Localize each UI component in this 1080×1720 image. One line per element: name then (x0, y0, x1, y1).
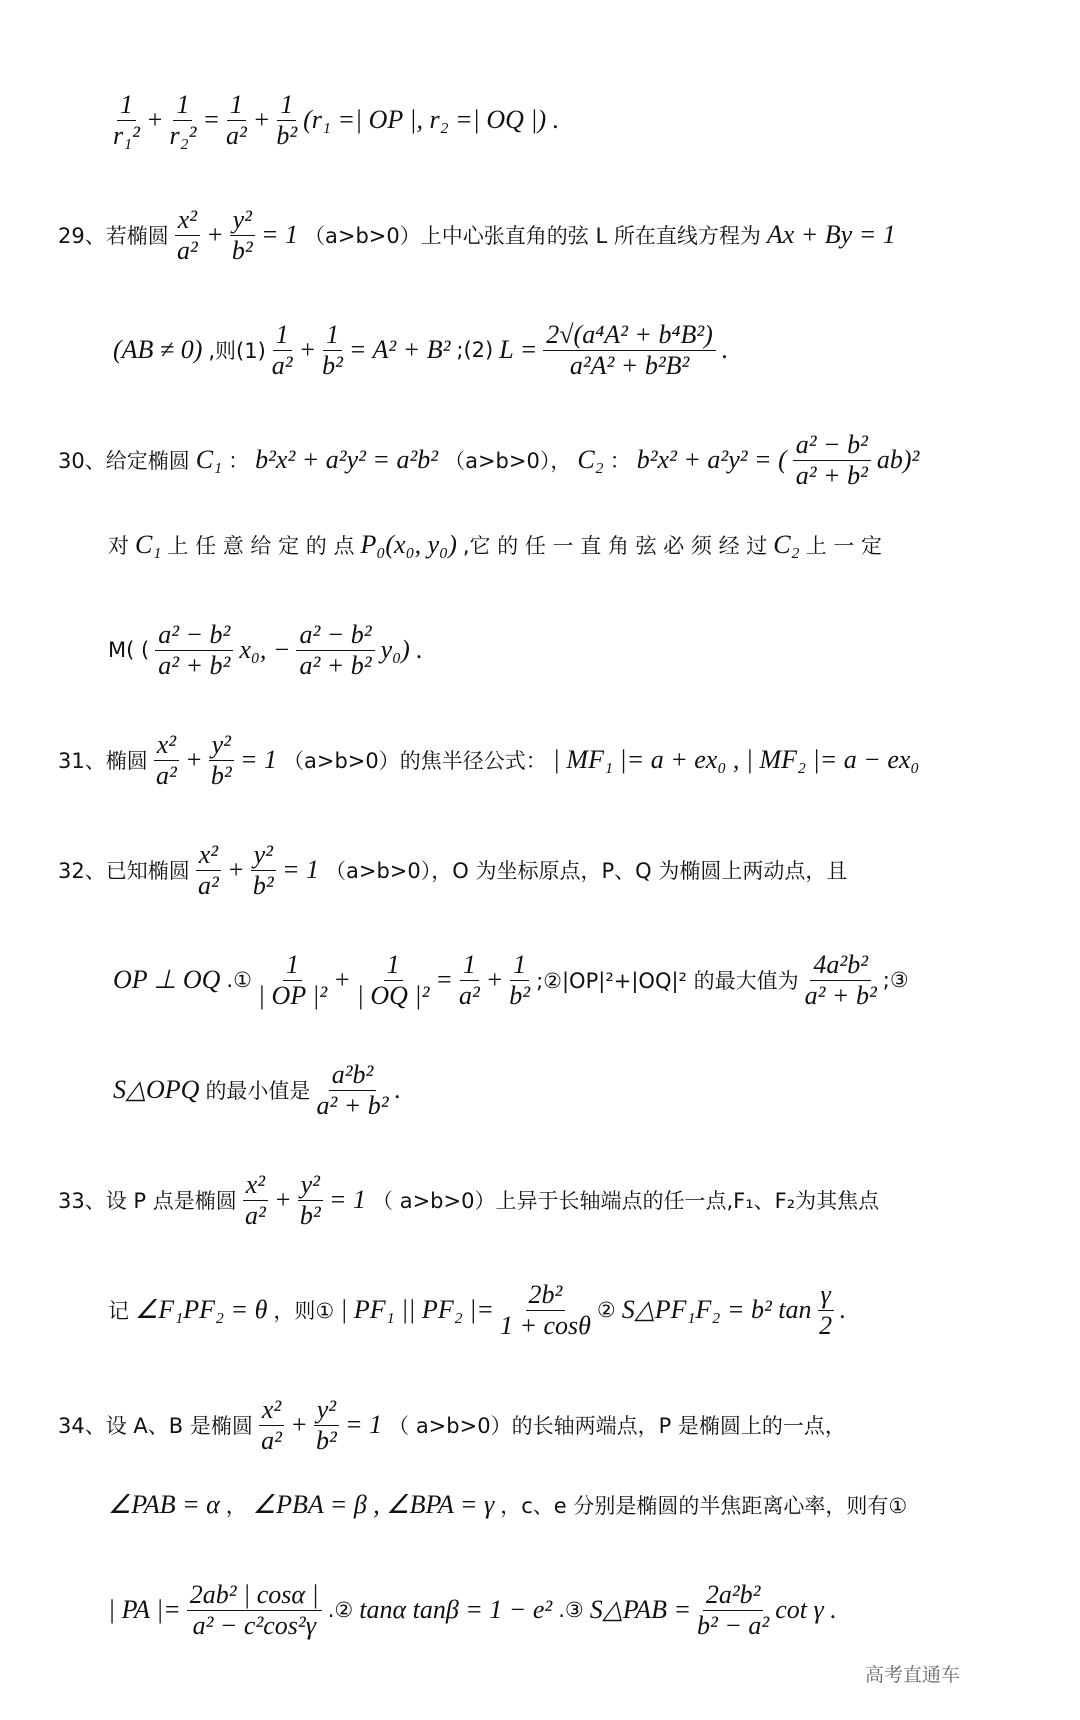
formula-line (105, 530, 885, 560)
fraction (357, 950, 430, 1011)
formula-line (110, 950, 912, 1011)
math-expression: + (206, 220, 224, 250)
math-expression: L = (499, 335, 538, 365)
fraction (175, 205, 200, 266)
math-expression: + (185, 745, 203, 775)
text-segment: 29、若椭圆 (58, 224, 169, 249)
math-expression: + (145, 105, 164, 135)
denominator: a² (271, 350, 293, 380)
fraction (500, 1280, 591, 1341)
denominator: 2 (819, 1310, 833, 1340)
fraction (113, 90, 140, 151)
denominator: b² (276, 120, 298, 150)
numerator: y² (298, 1170, 323, 1201)
fraction (170, 90, 197, 151)
numerator: 1 (277, 90, 296, 121)
numerator: γ (818, 1280, 834, 1311)
fraction (316, 1060, 388, 1121)
fraction (459, 950, 480, 1011)
math-expression: S△PAB = (589, 1595, 692, 1625)
numerator: 1 (117, 90, 136, 121)
fraction (296, 620, 374, 681)
fraction (697, 1580, 769, 1641)
denominator: r₂² (169, 120, 197, 150)
denominator: a² + b² (316, 1090, 389, 1120)
formula-line (105, 1490, 910, 1520)
math-expression: + (290, 1410, 308, 1440)
math-expression: C₂ (577, 445, 604, 475)
text-segment: ： (228, 449, 250, 474)
text-segment: ，c、e 分别是椭圆的半焦距离心率，则有① (500, 1494, 908, 1518)
denominator: a² + b² (804, 980, 877, 1010)
denominator: a² (198, 870, 219, 900)
numerator: 1 (227, 90, 246, 121)
numerator: 1 (273, 320, 292, 351)
text-segment: 34、设 A、B 是椭圆 (58, 1414, 253, 1439)
math-expression: ∠PBA = β , ∠BPA = γ (252, 1490, 495, 1519)
denominator: b² (299, 1200, 321, 1230)
math-expression: + (485, 965, 504, 995)
math-expression: = 1 (281, 855, 320, 885)
numerator: 1 (510, 950, 529, 981)
text-segment: ， (225, 1494, 247, 1518)
fraction (543, 320, 716, 381)
numerator: y² (314, 1395, 339, 1426)
formula-line (55, 1395, 849, 1456)
text-segment: ： (609, 449, 631, 474)
math-expression: . (839, 1295, 847, 1325)
text-segment: 上 任 意 给 定 的 点 (167, 534, 355, 558)
math-expression: Ax + By = 1 (766, 220, 896, 250)
text-segment: 31、椭圆 (58, 749, 148, 774)
denominator: a² (245, 1200, 266, 1230)
watermark-footer: 高考直通车 (864, 1664, 960, 1686)
math-expression: cot γ . (775, 1595, 837, 1625)
text-segment: ,它 的 任 一 直 角 弦 必 须 经 过 (462, 534, 768, 558)
formula-line (110, 1060, 404, 1121)
denominator: a² (458, 980, 480, 1010)
denominator: b² (210, 760, 232, 790)
fraction (209, 730, 234, 791)
math-expression: + (274, 1185, 292, 1215)
denominator: a²A² + b²B² (569, 350, 690, 380)
math-expression: = 1 (260, 220, 299, 250)
text-segment: 对 (108, 534, 129, 558)
fraction (509, 950, 530, 1011)
numerator: 1 (323, 320, 342, 351)
denominator: b² − a² (697, 1610, 770, 1640)
denominator: b² (231, 235, 253, 265)
math-expression: P₀(x₀, y₀) (360, 530, 457, 559)
numerator: 2ab² | cosα | (187, 1580, 322, 1611)
numerator: x² (154, 730, 179, 761)
text-segment: ;③ (882, 968, 909, 993)
numerator: a² − b² (793, 430, 871, 461)
fraction (251, 840, 276, 901)
math-expression: b²x² + a²y² = a²b² (255, 445, 439, 475)
numerator: 1 (460, 950, 479, 981)
formula-line (55, 205, 899, 266)
numerator: a² − b² (296, 620, 374, 651)
text-segment: 32、已知椭圆 (58, 859, 190, 884)
numerator: y² (251, 840, 276, 871)
denominator: b² (322, 350, 343, 380)
fraction (154, 730, 179, 791)
numerator: 2b² (526, 1280, 566, 1311)
math-expression: + (252, 105, 271, 135)
text-segment: （a>b>0）上中心张直角的弦 L 所在直线方程为 (304, 224, 761, 249)
fraction (276, 90, 297, 151)
numerator: x² (243, 1170, 268, 1201)
numerator: y² (230, 205, 255, 236)
math-expression: S△PF₁F₂ = b² tan (621, 1295, 812, 1325)
math-expression: ∠PAB = α (108, 1490, 220, 1519)
denominator: r₁² (113, 120, 140, 150)
denominator: | OQ |² (356, 980, 430, 1010)
text-segment: （ a>b>0）上异于长轴端点的任一点,F₁、F₂为其焦点 (372, 1189, 880, 1214)
math-expression: (AB ≠ 0) (113, 335, 203, 365)
fraction (272, 320, 293, 381)
formula-line (105, 1280, 849, 1341)
denominator: a² (226, 120, 247, 150)
fraction (805, 950, 877, 1011)
math-expression: + (333, 965, 351, 995)
math-expression: C₂ (773, 530, 800, 559)
math-expression: = (202, 105, 220, 135)
math-expression: = 1 (239, 745, 278, 775)
text-segment: （ a>b>0）的长轴两端点，P 是椭圆上的一点， (388, 1414, 846, 1439)
text-segment: .① (226, 968, 252, 993)
text-segment: .③ (558, 1598, 584, 1623)
text-segment: 30、给定椭圆 (58, 449, 190, 474)
text-segment: 记 (108, 1299, 129, 1324)
math-expression: | PA |= (108, 1595, 181, 1625)
math-expression: . (394, 1075, 402, 1105)
formula-line (110, 320, 731, 381)
denominator: a² (261, 1425, 282, 1455)
fraction (226, 90, 247, 151)
denominator: a² (156, 760, 177, 790)
formula-line (110, 90, 562, 151)
math-expression: (r₁ =| OP |, r₂ =| OQ |) . (303, 105, 560, 135)
formula-line (105, 620, 426, 681)
math-expression: ab)² (876, 445, 920, 475)
text-segment: （a>b>0）的焦半径公式： (283, 749, 547, 774)
math-expression: b²x² + a²y² = ( (636, 445, 787, 475)
math-expression: = A² + B² (348, 335, 451, 365)
denominator: a² + b² (299, 650, 372, 680)
math-expression: tanα tanβ = 1 − e² (359, 1595, 553, 1625)
text-segment: 33、设 P 点是椭圆 (58, 1189, 237, 1214)
fraction (243, 1170, 268, 1231)
fraction (259, 1395, 284, 1456)
denominator: b² (252, 870, 274, 900)
numerator: x² (259, 1395, 284, 1426)
numerator: x² (175, 205, 200, 236)
text-segment: （a>b>0）， (444, 449, 572, 474)
formula-line (55, 1170, 882, 1231)
math-expression: + (227, 855, 245, 885)
denominator: a² + b² (158, 650, 231, 680)
math-expression: x₀, − (239, 635, 291, 665)
text-segment: 的最小值是 (205, 1079, 311, 1104)
text-segment: ,则(1) (208, 339, 266, 364)
text-segment: .② (327, 1598, 354, 1623)
fraction (187, 1580, 322, 1641)
math-expression: ∠F₁PF₂ = θ (135, 1295, 268, 1325)
numerator: y² (209, 730, 234, 761)
math-expression: C₁ (195, 445, 223, 475)
text-segment: 上 一 定 (805, 534, 883, 558)
numerator: 4a²b² (810, 950, 871, 981)
text-segment: M( ( (108, 638, 150, 663)
math-expression: = 1 (345, 1410, 383, 1440)
fraction (322, 320, 343, 381)
math-expression: | PF₁ || PF₂ |= (340, 1295, 494, 1325)
numerator: a² − b² (155, 620, 233, 651)
formula-line (55, 840, 850, 901)
math-expression: = (435, 965, 453, 995)
denominator: 1 + cosθ (499, 1310, 591, 1340)
math-expression: + (298, 335, 317, 365)
fraction (196, 840, 221, 901)
math-expression: . (721, 335, 729, 365)
formula-line (55, 430, 922, 491)
numerator: x² (196, 840, 221, 871)
text-segment: ，则① (273, 1299, 335, 1324)
denominator: b² (316, 1425, 337, 1455)
fraction (258, 950, 327, 1011)
math-expression: = 1 (328, 1185, 367, 1215)
fraction (230, 205, 255, 266)
denominator: a² + b² (795, 460, 868, 490)
fraction (793, 430, 871, 491)
fraction (818, 1280, 834, 1341)
math-expression: y₀) . (380, 635, 423, 665)
numerator: 1 (283, 950, 302, 981)
denominator: a² (177, 235, 198, 265)
formula-line (55, 730, 922, 791)
text-segment: ② (596, 1298, 616, 1323)
numerator: 1 (173, 90, 192, 121)
fraction (298, 1170, 323, 1231)
denominator: | OP |² (257, 980, 328, 1010)
text-segment: ;(2) (456, 338, 494, 363)
denominator: a² − c²cos²γ (192, 1610, 316, 1640)
numerator: 2a²b² (703, 1580, 764, 1611)
math-expression: S△OPQ (113, 1075, 200, 1105)
numerator: 1 (384, 950, 403, 981)
math-expression: C₁ (135, 530, 162, 559)
text-segment: （a>b>0），O 为坐标原点，P、Q 为椭圆上两动点，且 (325, 859, 848, 884)
fraction (314, 1395, 339, 1456)
numerator: 2√(a⁴A² + b⁴B²) (543, 320, 716, 351)
denominator: b² (509, 980, 531, 1010)
math-expression: | MF₁ |= a + ex₀ , | MF₂ |= a − ex₀ (552, 745, 920, 775)
text-segment: ;②|OP|²+|OQ|² 的最大值为 (536, 969, 799, 994)
formula-line (105, 1580, 840, 1641)
fraction (155, 620, 233, 681)
math-expression: OP ⊥ OQ (113, 965, 221, 995)
numerator: a²b² (329, 1060, 377, 1091)
